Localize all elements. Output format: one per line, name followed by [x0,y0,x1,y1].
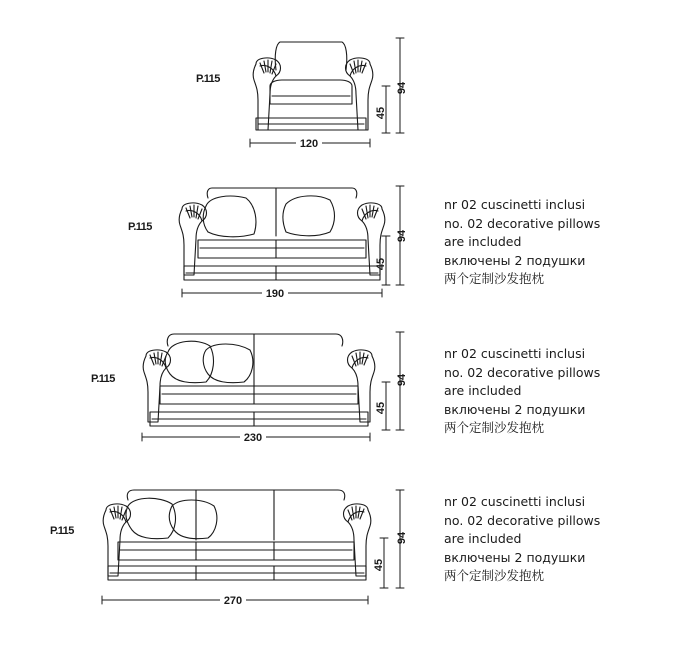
seat-height-label-sofa-270: 45 [373,558,385,572]
note-line-it: nr 02 cuscinetti inclusi [444,494,586,509]
note-line-it: nr 02 cuscinetti inclusi [444,346,586,361]
note-line-it: nr 02 cuscinetti inclusi [444,197,586,212]
seat-height-label-armchair: 45 [375,106,387,120]
dimension-lines-armchair [250,38,404,147]
note-line-en-2: are included [444,383,522,399]
note-line-zh: 两个定制沙发抱枕 [444,271,545,287]
note-line-en-2: are included [444,531,522,547]
height-label-sofa-190: 94 [396,229,408,243]
sofa-270-drawing [103,490,371,580]
width-label-sofa-270: 270 [223,595,243,607]
note-line-zh: 两个定制沙发抱枕 [444,420,545,436]
note-line-ru: включены 2 подушки [444,252,586,268]
model-code-sofa-190: P.115 [128,221,152,233]
note-line-en-1: no. 02 decorative pillows [444,512,601,528]
width-label-sofa-230: 230 [243,432,263,444]
width-label-sofa-190: 190 [265,288,285,300]
note-line-ru: включены 2 подушки [444,549,586,565]
dimension-lines-sofa-270 [102,490,404,604]
model-code-armchair: P.115 [196,73,220,85]
height-label-armchair: 94 [396,81,408,95]
sofa-230-drawing [143,334,375,426]
model-code-sofa-230: P.115 [91,373,115,385]
seat-height-label-sofa-190: 45 [375,257,387,271]
armchair-drawing [253,42,373,130]
seat-height-label-sofa-230: 45 [375,401,387,415]
note-line-ru: включены 2 подушки [444,401,586,417]
height-label-sofa-230: 94 [396,373,408,387]
sofa-190-drawing [179,188,385,280]
model-code-sofa-270: P.115 [50,525,74,537]
note-line-zh: 两个定制沙发抱枕 [444,568,545,584]
note-line-en-1: no. 02 decorative pillows [444,364,601,380]
note-line-en-1: no. 02 decorative pillows [444,215,601,231]
height-label-sofa-270: 94 [396,531,408,545]
note-line-en-2: are included [444,234,522,250]
width-label-armchair: 120 [299,138,319,150]
